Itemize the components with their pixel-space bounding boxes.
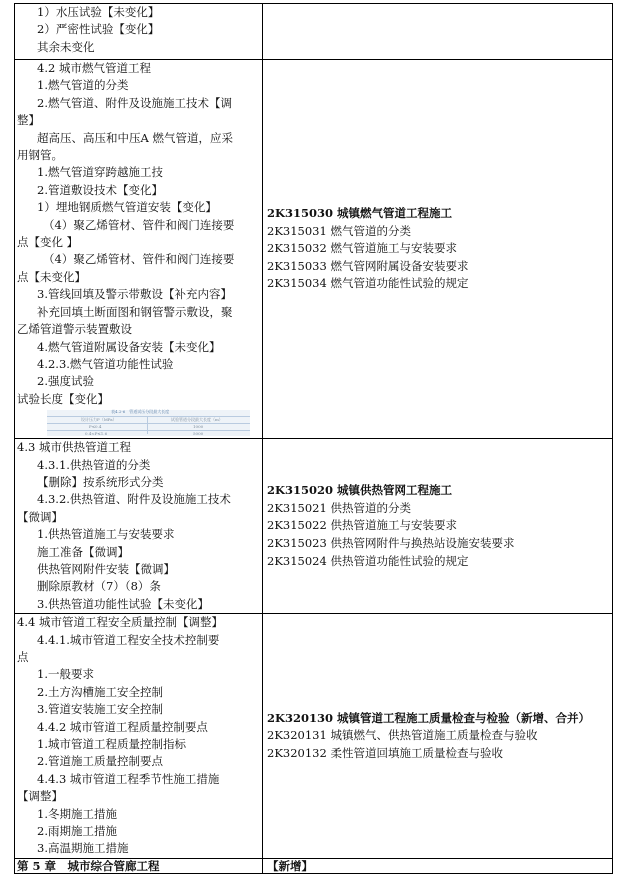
text-line: 1）水压试验【未变化】 — [37, 5, 160, 19]
text-line: 2.土方沟槽施工安全控制 — [37, 684, 163, 699]
new-edition-cell — [263, 858, 613, 873]
text-line: 4.4.1.城市管道工程安全技术控制要 — [37, 632, 220, 647]
text-line: 1.燃气管道穿跨越施工技 — [37, 165, 163, 180]
text-line: 2.强度试验 — [37, 374, 94, 389]
text-line: 试验长度【变化】 — [17, 391, 109, 406]
text-line: 4.4.2 城市管道工程质量控制要点 — [37, 719, 208, 734]
text-line: 点【变化 】 — [17, 235, 79, 250]
text-line: （4）聚乙烯管材、管件和阀门连接要 — [43, 217, 235, 232]
embedded-table-cell: 设计压力P（MPa） — [81, 417, 117, 423]
text-line: 3.管道安装施工安全控制 — [37, 702, 163, 717]
table-row — [15, 858, 613, 873]
text-line: 2K320132 柔性管道回填施工质量检查与验收 — [267, 745, 503, 760]
text-line: 2.雨期施工措施 — [37, 824, 117, 839]
text-line: 2）严密性试验【变化】 — [37, 22, 160, 37]
text-line: 【调整】 — [17, 789, 63, 804]
text-line: 3.高温期施工措施 — [37, 841, 129, 856]
section-heading: 2K315020 城镇供热管网工程施工 — [267, 483, 453, 498]
text-line: 1.城市管道工程质量控制指标 — [37, 737, 186, 752]
chapter-heading: 第 5 章 城市综合管廊工程 — [17, 858, 160, 873]
text-line: 4.4 城市管道工程安全质量控制【调整】 — [17, 615, 223, 630]
text-line: 整】 — [17, 113, 40, 128]
text-line: 4.4.3 城市管道工程季节性施工措施 — [37, 771, 220, 786]
text-line: 其余未变化 — [37, 39, 95, 54]
text-line: 供热管网附件安装【微调】 — [37, 561, 175, 576]
text-line: 1）埋地钢质燃气管道安装【变化】 — [37, 200, 217, 215]
text-line: 用钢管。 — [17, 148, 63, 163]
text-line: 2.管道施工质量控制要点 — [37, 754, 163, 769]
embedded-table-cell: 1000 — [193, 424, 204, 430]
text-line: 2K315023 供热管网附件与换热站设施安装要求 — [267, 535, 515, 550]
section-heading: 2K315030 城镇燃气管道工程施工 — [267, 206, 453, 221]
divider — [147, 416, 148, 434]
text-line: 2K315021 供热管道的分类 — [267, 500, 411, 515]
new-edition-cell — [263, 4, 613, 60]
comparison-table — [14, 3, 613, 874]
embedded-table-image — [47, 410, 250, 436]
text-line: 施工准备【微调】 — [37, 544, 129, 559]
text-line: 2K315032 燃气管道施工与安装要求 — [267, 241, 457, 256]
new-edition-cell — [263, 614, 613, 859]
old-edition-cell — [15, 4, 263, 60]
text-line: 2.燃气管道、附件及设施施工技术【调 — [37, 95, 232, 110]
text-line: 乙烯管道警示装置敷设 — [17, 322, 132, 337]
embedded-table-cell: 5000 — [193, 431, 204, 437]
text-line: 2K315031 燃气管道的分类 — [267, 223, 411, 238]
old-edition-cell — [15, 439, 263, 614]
embedded-table-caption: 表4.2-6 管道试压分段最大长度 — [111, 409, 170, 415]
embedded-table-cell: 试验管道分段最大长度（m） — [171, 417, 223, 423]
table-row — [15, 614, 613, 859]
text-line: 3.管线回填及警示带敷设【补充内容】 — [37, 287, 232, 302]
text-line: 点 — [17, 650, 29, 664]
text-line: 3.供热管道功能性试验【未变化】 — [37, 596, 209, 611]
new-tag: 【新增】 — [267, 858, 313, 873]
embedded-table-cell: P≤0.4 — [89, 424, 102, 430]
table-row — [15, 4, 613, 60]
text-line: 1.冬期施工措施 — [37, 806, 117, 821]
text-line: 1.一般要求 — [37, 667, 94, 682]
text-line: 2K315033 燃气管网附属设备安装要求 — [267, 258, 469, 273]
divider — [47, 423, 250, 424]
text-line: 4.燃气管道附属设备安装【未变化】 — [37, 339, 221, 354]
text-line: 1.供热管道施工与安装要求 — [37, 527, 175, 542]
text-line: 删除原教材（7）（8）条 — [37, 579, 161, 594]
old-edition-cell — [15, 614, 263, 859]
old-edition-cell — [15, 60, 263, 439]
text-line: 【微调】 — [17, 509, 63, 524]
text-line: 点【未变化】 — [17, 269, 86, 284]
new-edition-cell — [263, 60, 613, 439]
text-line: 4.3 城市供热管道工程 — [17, 440, 131, 455]
text-line: 4.2 城市燃气管道工程 — [37, 61, 151, 75]
text-line: 【删除】按系统形式分类 — [37, 474, 164, 489]
text-line: 超高压、高压和中压A 燃气管道，应采 — [37, 130, 233, 145]
table-row — [15, 60, 613, 439]
text-line: 2K315022 供热管道施工与安装要求 — [267, 518, 457, 533]
text-line: 2.管道敷设技术【变化】 — [37, 182, 163, 197]
text-line: （4）聚乙烯管材、管件和阀门连接要 — [43, 252, 235, 267]
text-line: 补充回填土断面图和钢管警示敷设，聚 — [37, 304, 233, 319]
text-line: 2K320131 城镇燃气、供热管道施工质量检查与验收 — [267, 728, 538, 743]
section-heading: 2K320130 城镇管道工程施工质量检查与检验（新增、合并） — [267, 710, 591, 725]
divider — [47, 430, 250, 431]
text-line: 2K315024 供热管道功能性试验的规定 — [267, 553, 469, 568]
old-edition-cell — [15, 858, 263, 873]
table-row — [15, 439, 613, 614]
text-line: 4.3.1.供热管道的分类 — [37, 457, 151, 472]
text-line: 4.3.2.供热管道、附件及设施施工技术 — [37, 492, 231, 507]
embedded-table-cell: 0.4<P≤1.6 — [85, 431, 108, 437]
text-line: 4.2.3.燃气管道功能性试验 — [37, 356, 174, 371]
text-line: 1.燃气管道的分类 — [37, 78, 129, 93]
text-line: 2K315034 燃气管道功能性试验的规定 — [267, 276, 469, 291]
new-edition-cell — [263, 439, 613, 614]
